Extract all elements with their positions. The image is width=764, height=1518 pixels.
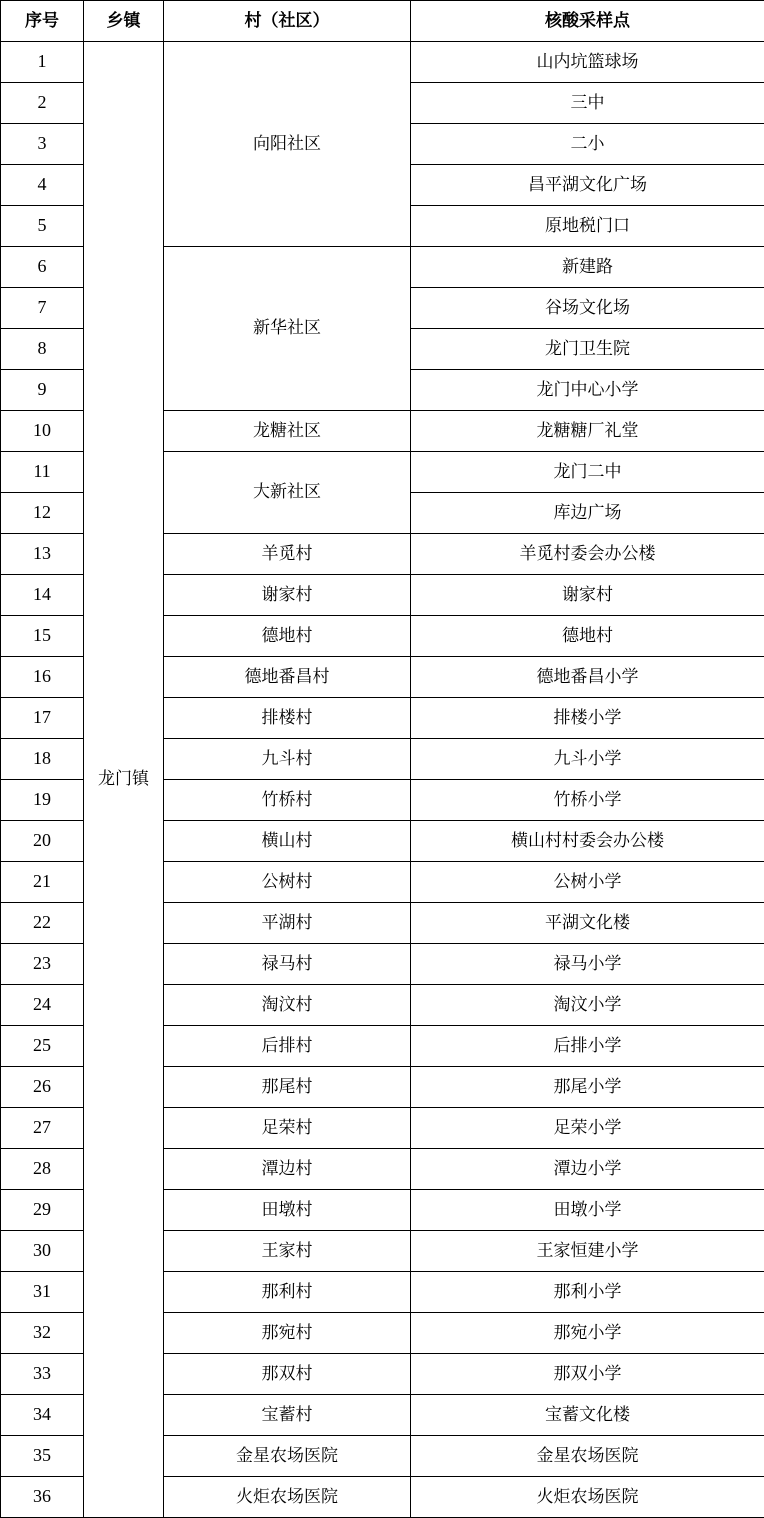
site-cell: 库边广场: [411, 493, 764, 534]
site-cell: 火炬农场医院: [411, 1477, 764, 1518]
row-number: 7: [1, 288, 84, 329]
village-cell: 潭边村: [164, 1149, 411, 1190]
row-number: 1: [1, 42, 84, 83]
site-cell: 昌平湖文化广场: [411, 165, 764, 206]
row-number: 5: [1, 206, 84, 247]
row-number: 6: [1, 247, 84, 288]
row-number: 11: [1, 452, 84, 493]
row-number: 10: [1, 411, 84, 452]
village-cell: 金星农场医院: [164, 1436, 411, 1477]
site-cell: 足荣小学: [411, 1108, 764, 1149]
village-cell: 新华社区: [164, 247, 411, 411]
row-number: 26: [1, 1067, 84, 1108]
village-cell: 九斗村: [164, 739, 411, 780]
row-number: 9: [1, 370, 84, 411]
site-cell: 排楼小学: [411, 698, 764, 739]
row-number: 35: [1, 1436, 84, 1477]
village-cell: 那双村: [164, 1354, 411, 1395]
row-number: 2: [1, 83, 84, 124]
site-cell: 羊觅村委会办公楼: [411, 534, 764, 575]
row-number: 3: [1, 124, 84, 165]
row-number: 33: [1, 1354, 84, 1395]
row-number: 31: [1, 1272, 84, 1313]
site-cell: 那宛小学: [411, 1313, 764, 1354]
row-number: 28: [1, 1149, 84, 1190]
site-cell: 田墩小学: [411, 1190, 764, 1231]
village-cell: 排楼村: [164, 698, 411, 739]
site-cell: 龙门卫生院: [411, 329, 764, 370]
row-number: 22: [1, 903, 84, 944]
site-cell: 二小: [411, 124, 764, 165]
row-number: 25: [1, 1026, 84, 1067]
table-row: [1, 42, 764, 83]
village-cell: 德地村: [164, 616, 411, 657]
row-number: 36: [1, 1477, 84, 1518]
site-cell: 三中: [411, 83, 764, 124]
village-cell: 那利村: [164, 1272, 411, 1313]
village-cell: 龙糖社区: [164, 411, 411, 452]
row-number: 23: [1, 944, 84, 985]
site-cell: 公树小学: [411, 862, 764, 903]
site-cell: 宝蓄文化楼: [411, 1395, 764, 1436]
village-cell: 那宛村: [164, 1313, 411, 1354]
row-number: 21: [1, 862, 84, 903]
village-cell: 羊觅村: [164, 534, 411, 575]
site-cell: 山内坑篮球场: [411, 42, 764, 83]
row-number: 15: [1, 616, 84, 657]
row-number: 27: [1, 1108, 84, 1149]
village-cell: 禄马村: [164, 944, 411, 985]
header-site: 核酸采样点: [411, 1, 764, 42]
row-number: 4: [1, 165, 84, 206]
village-cell: 后排村: [164, 1026, 411, 1067]
site-cell: 德地村: [411, 616, 764, 657]
village-cell: 德地番昌村: [164, 657, 411, 698]
header-row: [1, 1, 764, 42]
site-cell: 龙糖糖厂礼堂: [411, 411, 764, 452]
site-cell: 禄马小学: [411, 944, 764, 985]
site-cell: 横山村村委会办公楼: [411, 821, 764, 862]
town-cell: 龙门镇: [84, 42, 164, 1518]
site-cell: 那利小学: [411, 1272, 764, 1313]
village-cell: 足荣村: [164, 1108, 411, 1149]
village-cell: 宝蓄村: [164, 1395, 411, 1436]
row-number: 34: [1, 1395, 84, 1436]
site-cell: 后排小学: [411, 1026, 764, 1067]
row-number: 17: [1, 698, 84, 739]
village-cell: 谢家村: [164, 575, 411, 616]
site-cell: 新建路: [411, 247, 764, 288]
row-number: 24: [1, 985, 84, 1026]
site-cell: 德地番昌小学: [411, 657, 764, 698]
row-number: 13: [1, 534, 84, 575]
village-cell: 公树村: [164, 862, 411, 903]
row-number: 29: [1, 1190, 84, 1231]
site-cell: 九斗小学: [411, 739, 764, 780]
village-cell: 火炬农场医院: [164, 1477, 411, 1518]
village-cell: 淘汶村: [164, 985, 411, 1026]
row-number: 12: [1, 493, 84, 534]
row-number: 8: [1, 329, 84, 370]
header-village: 村（社区）: [164, 1, 411, 42]
village-cell: 竹桥村: [164, 780, 411, 821]
header-no: 序号: [1, 1, 84, 42]
village-cell: 那尾村: [164, 1067, 411, 1108]
site-cell: 原地税门口: [411, 206, 764, 247]
village-cell: 王家村: [164, 1231, 411, 1272]
row-number: 32: [1, 1313, 84, 1354]
site-cell: 淘汶小学: [411, 985, 764, 1026]
row-number: 20: [1, 821, 84, 862]
site-cell: 那尾小学: [411, 1067, 764, 1108]
village-cell: 大新社区: [164, 452, 411, 534]
village-cell: 平湖村: [164, 903, 411, 944]
village-cell: 向阳社区: [164, 42, 411, 247]
table-body: [1, 42, 764, 1518]
row-number: 30: [1, 1231, 84, 1272]
site-cell: 谢家村: [411, 575, 764, 616]
row-number: 16: [1, 657, 84, 698]
site-cell: 平湖文化楼: [411, 903, 764, 944]
header-town: 乡镇: [84, 1, 164, 42]
site-cell: 金星农场医院: [411, 1436, 764, 1477]
site-cell: 谷场文化场: [411, 288, 764, 329]
site-cell: 竹桥小学: [411, 780, 764, 821]
village-cell: 田墩村: [164, 1190, 411, 1231]
village-cell: 横山村: [164, 821, 411, 862]
row-number: 18: [1, 739, 84, 780]
row-number: 19: [1, 780, 84, 821]
site-cell: 那双小学: [411, 1354, 764, 1395]
row-number: 14: [1, 575, 84, 616]
site-cell: 王家恒建小学: [411, 1231, 764, 1272]
site-cell: 龙门二中: [411, 452, 764, 493]
site-cell: 龙门中心小学: [411, 370, 764, 411]
site-cell: 潭边小学: [411, 1149, 764, 1190]
